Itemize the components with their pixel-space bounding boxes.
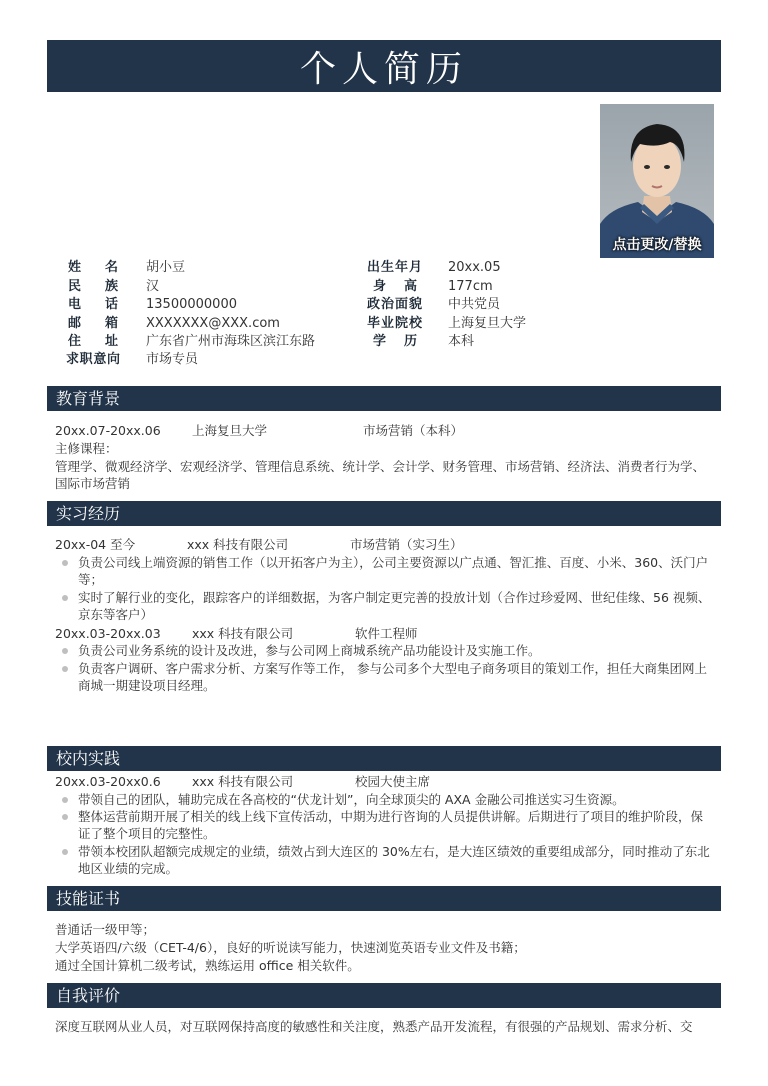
info-value: 上海复旦大学: [448, 316, 527, 331]
info-value: 市场专员: [146, 352, 199, 367]
change-photo-label[interactable]: 点击更改/替换: [612, 237, 702, 253]
bullet-text: 负责客户调研、客户需求分析、方案写作等工作， 参与公司多个大型电子商务项目的策划工作，担任大商集团网上商城一期建设项目经理。: [78, 661, 707, 693]
bullet-text: 整体运营前期开展了相关的线上线下宣传活动，中期为进行咨询的人员提供讲解。后期进行了项目的维护阶段，保证了整个项目的完整性。: [78, 809, 704, 841]
bullet-icon: [62, 797, 68, 803]
section-header-skills: [47, 886, 721, 911]
section-header-internship: [47, 501, 721, 526]
bullet-text: 实时了解行业的变化，跟踪客户的详细数据，为客户制定更完善的投放计划（合作过珍爱网、世纪佳缘、56 视频、京东等客户）: [78, 590, 711, 622]
info-value: XXXXXXX@XXX.com: [146, 316, 280, 331]
info-label: 学历: [373, 334, 417, 349]
self-evaluation-text: 深度互联网从业人员，对互联网保持高度的敏感性和关注度，熟悉产品开发流程，有很强的产品规划、需求分析、交: [55, 1019, 693, 1034]
list-item: [62, 660, 712, 694]
info-label: 求职意向: [66, 352, 120, 367]
info-label: 出生年月: [367, 260, 422, 275]
info-label: 身高: [373, 279, 417, 294]
internship-role: 软件工程师: [355, 626, 418, 641]
bullet-icon: [62, 648, 68, 654]
courses-text: 管理学、微观经济学、宏观经济学、管理信息系统、统计学、会计学、财务管理、市场营销、经济法、消费者行为学、国际市场营销: [55, 459, 706, 491]
list-item: [62, 589, 712, 623]
section-header-campus: [47, 746, 721, 771]
list-item: [62, 808, 712, 842]
section-title: 实习经历: [56, 504, 121, 523]
bullet-text: 负责公司线上端资源的销售工作（以开拓客户为主），公司主要资源以广点通、智汇推、百度、小米、360、沃门户等；: [78, 555, 709, 587]
info-label: 邮箱: [68, 316, 118, 331]
bullet-icon: [62, 814, 68, 820]
bullet-text: 带领本校团队超额完成规定的业绩，绩效占到大连区的 30%左右，是大连区绩效的重要组成部分，同时推动了东北地区业绩的完成。: [78, 844, 710, 876]
campus-period: 20xx.03-20xx0.6: [55, 774, 161, 789]
page-title: 个人简历: [47, 40, 721, 92]
info-value: 177cm: [448, 279, 493, 294]
info-label: 住址: [68, 334, 118, 349]
bullet-icon: [62, 560, 68, 566]
info-value: 胡小豆: [146, 260, 186, 275]
list-item: [62, 791, 712, 808]
courses-label: 主修课程：: [55, 441, 118, 456]
section-title: 校内实践: [56, 749, 121, 768]
internship-company: xxx 科技有限公司: [187, 537, 289, 552]
internship-period: 20xx.03-20xx.03: [55, 626, 161, 641]
bullet-icon: [62, 666, 68, 672]
internship-period: 20xx-04 至今: [55, 537, 136, 552]
education-major: 市场营销（本科）: [363, 423, 464, 438]
profile-photo[interactable]: [600, 104, 714, 258]
info-value: 本科: [448, 334, 475, 349]
skill-line: 通过全国计算机二级考试，熟练运用 office 相关软件。: [55, 958, 360, 973]
info-value: 20xx.05: [448, 260, 501, 275]
info-value: 广东省广州市海珠区滨江东路: [146, 334, 316, 349]
info-value: 汉: [146, 279, 160, 294]
info-label: 政治面貌: [367, 297, 422, 312]
section-header-education: [47, 386, 721, 411]
section-header-self-evaluation: [47, 983, 721, 1008]
bullet-text: 带领自己的团队，辅助完成在各高校的“伏龙计划”，向全球顶尖的 AXA 金融公司推送实习生资源。: [78, 792, 625, 807]
bullet-icon: [62, 849, 68, 855]
education-school: 上海复旦大学: [192, 423, 268, 438]
info-value: 中共党员: [448, 297, 501, 312]
internship-role: 市场营销（实习生）: [350, 537, 463, 552]
bullet-icon: [62, 595, 68, 601]
education-period: 20xx.07-20xx.06: [55, 423, 161, 438]
section-title: 自我评价: [56, 986, 121, 1005]
campus-role: 校园大使主席: [355, 774, 431, 789]
bullet-text: 负责公司业务系统的设计及改进，参与公司网上商城系统产品功能设计及实施工作。: [78, 643, 541, 658]
skill-line: 普通话一级甲等；: [55, 922, 156, 937]
campus-company: xxx 科技有限公司: [192, 774, 294, 789]
list-item: [62, 642, 712, 659]
section-title: 技能证书: [56, 889, 121, 908]
skill-line: 大学英语四/六级（CET-4/6），良好的听说读写能力，快速浏览英语专业文件及书籍；: [55, 940, 526, 955]
info-label: 姓名: [68, 260, 118, 275]
internship-company: xxx 科技有限公司: [192, 626, 294, 641]
section-title: 教育背景: [56, 389, 121, 408]
info-label: 民族: [68, 279, 118, 294]
list-item: [62, 554, 712, 588]
list-item: [62, 843, 712, 877]
info-label: 电话: [68, 297, 118, 312]
info-label: 毕业院校: [367, 316, 422, 331]
info-value: 13500000000: [146, 297, 237, 312]
